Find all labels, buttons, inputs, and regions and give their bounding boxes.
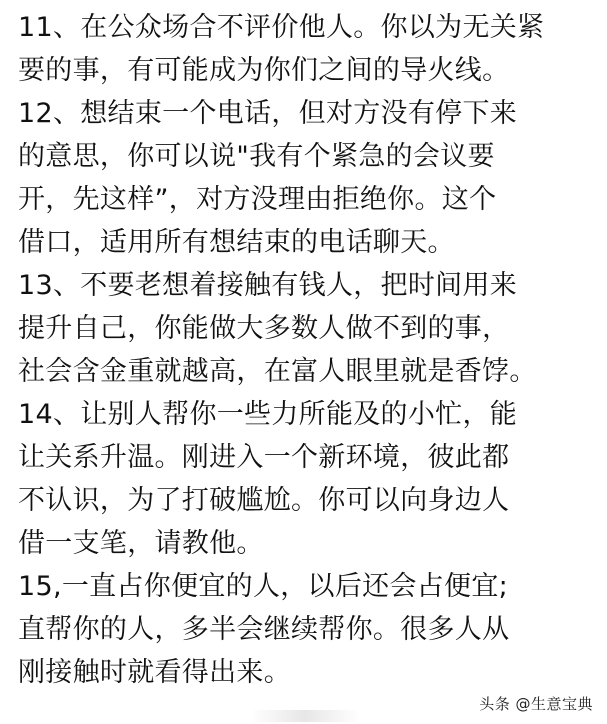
text-line: 14、让别人帮你一些力所能及的小忙，能 <box>18 399 518 430</box>
article-text <box>18 6 603 694</box>
text-line: 直帮你的人，多半会继续帮你。很多人从 <box>18 614 510 645</box>
text-line: 不认识，为了打破尴尬。你可以向身边人 <box>18 485 510 516</box>
source-label: 头条 @生意宝典 <box>479 695 593 713</box>
text-line: 开，先这样”，对方没理由拒绝你。这个 <box>18 184 497 215</box>
text-line: 提升自己，你能做大多数人做不到的事， <box>18 313 510 344</box>
text-line: 11、在公众场合不评价他人。你以为无关紧 <box>18 12 545 43</box>
text-line: 让关系升温。刚进入一个新环境，彼此都 <box>18 442 510 473</box>
text-line: 13、不要老想着接触有钱人，把时间用来 <box>18 270 518 301</box>
text-line: 借一支笔，请教他。 <box>18 528 264 559</box>
text-line: 的意思，你可以说"我有个紧急的会议要 <box>18 141 495 172</box>
text-line: 12、想结束一个电话，但对方没有停下来 <box>18 98 518 129</box>
text-line: 15,一直占你便宜的人，以后还会占便宜; <box>18 571 509 602</box>
text-line: 刚接触时就看得出来。 <box>18 657 291 688</box>
faint-watermark <box>250 710 360 722</box>
source-watermark <box>479 693 593 714</box>
text-line: 社会含金重就越高，在富人眼里就是香饽。 <box>18 356 537 387</box>
text-line: 要的事，有可能成为你们之间的导火线。 <box>18 55 510 86</box>
text-line: 借口，适用所有想结束的电话聊天。 <box>18 227 455 258</box>
